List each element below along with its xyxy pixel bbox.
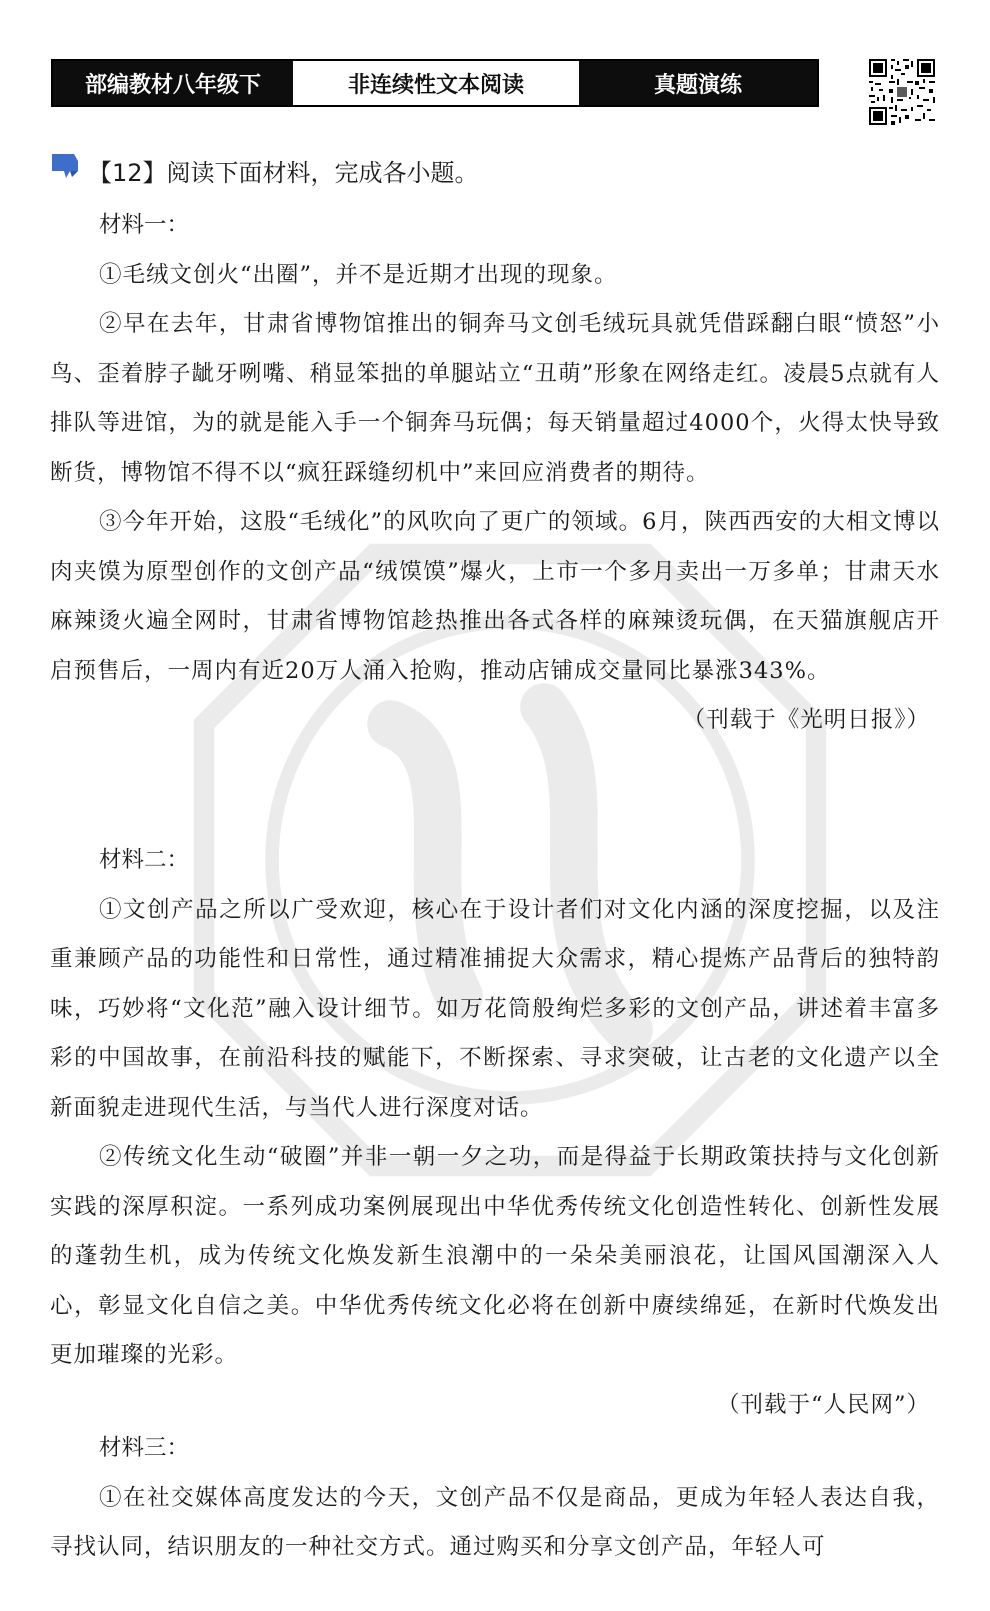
bookmark-icon [50,151,80,181]
header-mode: 真题演练 [579,61,817,105]
header-type: 非连续性文本阅读 [293,61,579,105]
header-bar [51,59,819,107]
material-3 [50,1424,940,1573]
header-grade: 部编教材八年级下 [53,61,293,105]
material-title: 材料三： [99,1435,190,1461]
material-paragraph: ①毛绒文创火“出圈”，并不是近期才出现的现象。 [99,261,618,288]
material-source: （刊载于《光明日报》） [682,707,930,733]
material-source: （刊载于“人民网”） [716,1391,930,1418]
material-title: 材料二： [99,847,190,873]
question-text: 【12】阅读下面材料，完成各小题。 [88,158,479,187]
question-heading [50,150,479,190]
material-paragraph: ③今年开始，这股“毛绒化”的风吹向了更广的领域。6月，陕西西安的大相文博以肉夹馍为原型创作的文创产品“绒馍馍”爆火，上市一个多月卖出一万多单；甘肃天水麻辣烫火遍全网时，甘肃省博物馆趁热推出各式各样的麻辣烫玩偶，在天猫旗舰店开启预售后，一周内有近20万人涌入抢购，推动店铺成交量同比暴涨343%。 [50,509,940,684]
material-2 [50,836,940,1430]
material-title: 材料一： [99,212,190,238]
material-1 [50,201,940,746]
material-paragraph: ②早在去年，甘肃省博物馆推出的铜奔马文创毛绒玩具就凭借踩翻白眼“愤怒”小鸟、歪着脖子龇牙咧嘴、稍显笨拙的单腿站立“丑萌”形象在网络走红。凌晨5点就有人排队等进馆，为的就是能入手一个铜奔马玩偶；每天销量超过4000个，火得太快导致断货，博物馆不得不以“疯狂踩缝纫机中”来回应消费者的期待。 [50,311,940,486]
qr-code-icon [867,57,937,127]
material-paragraph: ①在社交媒体高度发达的今天，文创产品不仅是商品，更成为年轻人表达自我，寻找认同，结识朋友的一种社交方式。通过购买和分享文创产品，年轻人可 [50,1484,940,1560]
material-paragraph: ①文创产品之所以广受欢迎，核心在于设计者们对文化内涵的深度挖掘，以及注重兼顾产品的功能性和日常性，通过精准捕捉大众需求，精心提炼产品背后的独特韵味，巧妙将“文化范”融入设计细节。如万花筒般绚烂多彩的文创产品，讲述着丰富多彩的中国故事，在前沿科技的赋能下，不断探索、寻求突破，让古老的文化遗产以全新面貌走进现代生活，与当代人进行深度对话。 [50,896,940,1121]
material-paragraph: ②传统文化生动“破圈”并非一朝一夕之功，而是得益于长期政策扶持与文化创新实践的深厚积淀。一系列成功案例展现出中华优秀传统文化创造性转化、创新性发展的蓬勃生机，成为传统文化焕发新生浪潮中的一朵朵美丽浪花，让国风国潮深入人心，彰显文化自信之美。中华优秀传统文化必将在创新中赓续绵延，在新时代焕发出更加璀璨的光彩。 [50,1144,940,1368]
